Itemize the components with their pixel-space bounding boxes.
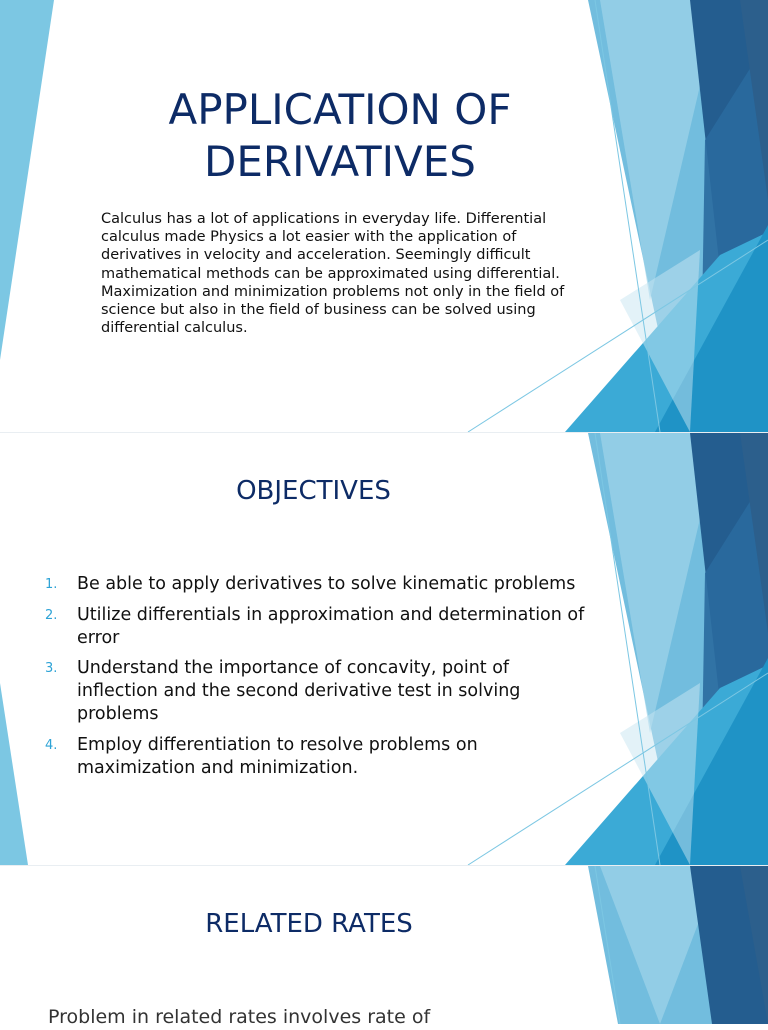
list-item-text: Utilize differentials in approximation and determination of error [77, 604, 585, 648]
list-number: 1. [45, 577, 58, 592]
objectives-title: OBJECTIVES [236, 476, 391, 506]
intro-paragraph: Calculus has a lot of applications in everyday life. Differential calculus made Physics a lot easier with the application of derivatives in velocity and acceleration. Seemingly difficult mathematical methods can be approximated using differential. Maximization and minimization problems not only in the field of science but also in the field of business can be solved using differential calculus. [101, 211, 565, 337]
list-item-text: Employ differentiation to resolve problems on maximization and minimization. [77, 734, 478, 778]
related-rates-title: RELATED RATES [205, 909, 413, 939]
list-item [45, 604, 585, 650]
list-item [45, 734, 585, 780]
slide-decoration [0, 866, 768, 1024]
title-line-1: APPLICATION OF [168, 85, 512, 134]
list-item [45, 657, 585, 726]
slide-title [90, 84, 590, 188]
list-item-text: Understand the importance of concavity, point of inflection and the second derivative test in solving problems [77, 658, 521, 724]
related-rates-paragraph: Problem in related rates involves rate of [48, 1006, 431, 1028]
list-number: 3. [45, 661, 58, 676]
list-item-text: Be able to apply derivatives to solve kinematic problems [77, 574, 576, 594]
list-item [45, 573, 585, 596]
title-line-2: DERIVATIVES [204, 137, 476, 186]
slide-1 [0, 0, 768, 432]
slide-3 [0, 866, 768, 1024]
objectives-list [45, 573, 585, 787]
list-number: 4. [45, 737, 58, 753]
list-number: 2. [45, 607, 58, 623]
